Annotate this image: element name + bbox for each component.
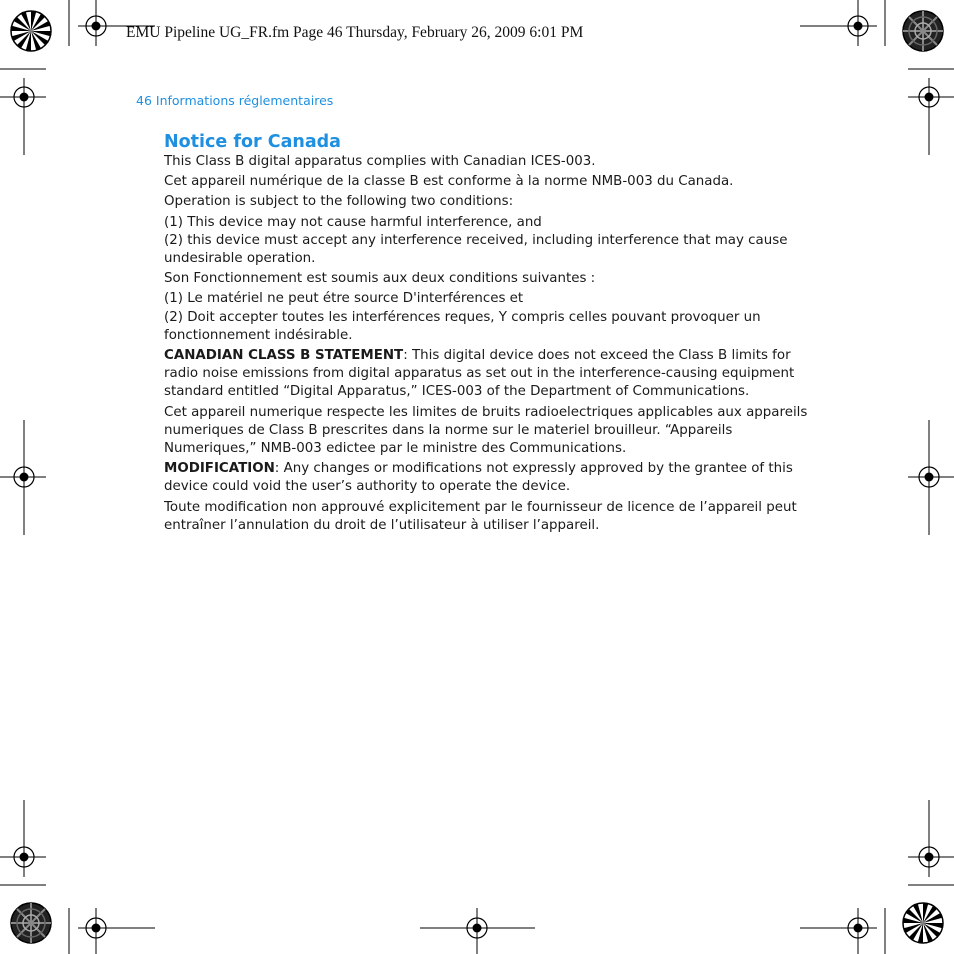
registration-mark-icon: [908, 78, 954, 155]
statement-text: : This digital device does not exceed the Class B limits for radio noise emissions from digital apparatus as set out in the interference-causing equipment standard entitled “Digital Apparatus,” ICES-003 of the Department of Communications.: [164, 348, 795, 400]
color-bar-starburst-icon: [11, 903, 51, 943]
registration-mark-icon: [78, 908, 155, 954]
paragraph-class-b-fr: Cet appareil numerique respecte les limites de bruits radioelectriques applicables aux appareils numeriques de Class B prescrites dans la norme sur le materiel brouilleur. “Appareils Numeriques,” NMB-003 edictee par le ministre des Communications.: [164, 404, 808, 457]
paragraph-class-b-statement: [164, 347, 814, 402]
paragraph-ices: This Class B digital apparatus complies with Canadian ICES-003.: [164, 154, 596, 169]
condition-2-fr: (2) Doit accepter toutes les interférences reques, Y compris celles pouvant provoquer un fonctionnement indésirable.: [164, 309, 761, 343]
file-info-header: EMU Pipeline UG_FR.fm Page 46 Thursday, February 26, 2009 6:01 PM: [126, 24, 584, 41]
color-bar-starburst-icon: [11, 11, 51, 51]
paragraph-modification: [164, 460, 814, 496]
paragraph-conditions: Operation is subject to the following two conditions:: [164, 194, 514, 210]
modification-text: : Any changes or modifications not expressly approved by the grantee of this device could void the user’s authority to operate the device.: [164, 461, 793, 495]
registration-mark-icon: [420, 908, 535, 954]
registration-mark-icon: [0, 420, 46, 535]
registration-mark-icon: [908, 420, 954, 535]
condition-1: (1) This device may not cause harmful interference, and: [164, 214, 542, 230]
running-head: 46 Informations réglementaires: [136, 93, 334, 108]
registration-mark-icon: [0, 78, 46, 155]
paragraph-modification-fr: Toute modification non approuvé explicitement par le fournisseur de licence de l’appareil peut entraîner l’annulation du droit de l’utilisateur à utiliser l’appareil.: [164, 499, 797, 533]
condition-1-fr: (1) Le matériel ne peut étre source D'interférences et: [164, 291, 524, 307]
section-title: Notice for Canada: [164, 132, 341, 152]
color-bar-starburst-icon: [903, 11, 943, 51]
notice-section: [164, 131, 814, 537]
registration-mark-icon: [800, 908, 877, 954]
paragraph-conditions-fr: Son Fonctionnement est soumis aux deux conditions suivantes :: [164, 271, 596, 287]
registration-mark-icon: [908, 800, 954, 877]
statement-label: CANADIAN CLASS B STATEMENT: [164, 348, 404, 364]
modification-label: MODIFICATION: [164, 461, 275, 477]
registration-mark-icon: [0, 800, 46, 877]
paragraph-nmb: Cet appareil numérique de la classe B est conforme à la norme NMB-003 du Canada.: [164, 174, 734, 190]
color-bar-starburst-icon: [903, 903, 943, 943]
condition-2: (2) this device must accept any interference received, including interference that may cause undesirable operation.: [164, 232, 788, 267]
registration-mark-icon: [800, 0, 877, 46]
